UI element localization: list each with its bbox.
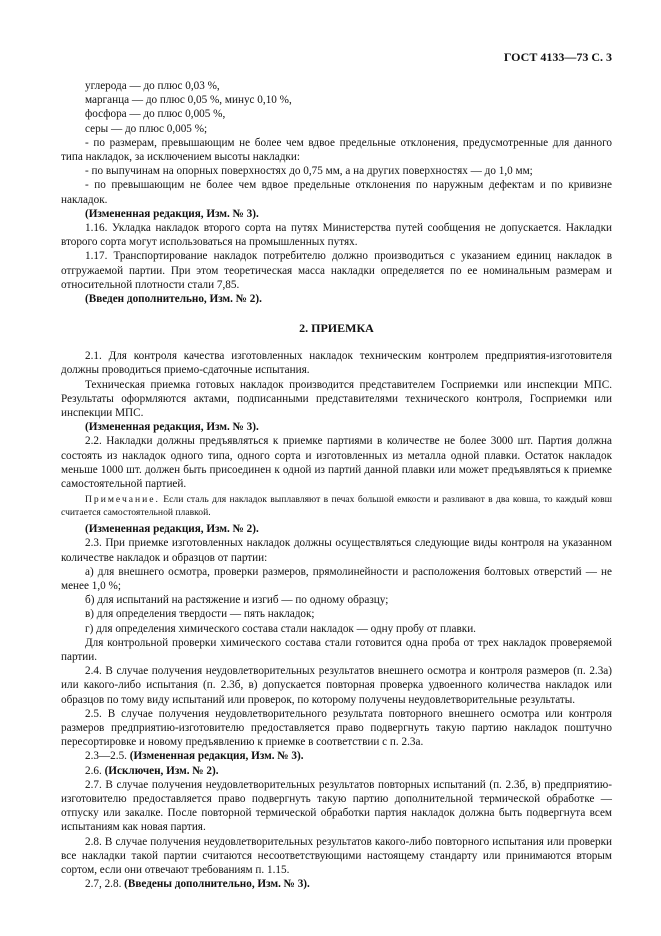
paragraph: 2.2. Накладки должны предъявляться к приемке партиями в количестве не более 3000 шт. Партия должна состоять из накладок одного типа, одного сорта и изготовленных из металла одной плавки. Остаток накладок меньше 1000 шт. должен быть присоединен к одной из партий данной плавки или может предъявляться к приемке самостоятельной партией. [61,435,612,491]
amendment-line [61,877,612,891]
paragraph: Техническая приемка готовых накладок производится представителем Госприемки или инспекции МПС. Результаты оформляются актами, подписанными представителями технического контроля, Госприемки или инспекции МПС. [61,378,612,420]
text-line: серы — до плюс 0,005 %; [85,122,208,135]
clause-number: 2.6. [85,764,105,777]
paragraph: - по выпучинам на опорных поверхностях до 0,75 мм, а на других поверхностях — до 1,0 мм; [85,165,533,178]
page-header: ГОСТ 4133—73 С. 3 [503,50,612,64]
text-line: фосфора — до плюс 0,005 %, [85,108,226,121]
clause-number: 2.3—2.5. [85,750,130,763]
paragraph: 2.7. В случае получения неудовлетворительных результатов повторных испытаний (п. 2.3б, в) предприятию-изготовителю предоставляется право подвергнуть такую партию дополнительной термической обработке — отпуску или закалке. После повторной термической обработки партия накладок должна быть подвергнута всем испытаниям как новая партия. [61,778,612,834]
section-1-continuation [61,79,612,306]
paragraph: - по размерам, превышающим не более чем вдвое предельные отклонения, предусмотренные для данного типа накладок, за исключением высоты накладки: [61,136,612,164]
note-text: Если сталь для накладок выплавляют в печах большой емкости и разливают в два ковша, то каждый ковш считается самостоятельной плавкой. [61,494,612,518]
paragraph: 2.3. При приемке изготовленных накладок должны осуществляться следующие виды контроля на указанном количестве накладок и образцов от партии: [61,537,612,564]
amendment-line [61,749,612,763]
amendment-note: (Введены дополнительно, Изм. № 3). [124,878,310,891]
section-2 [61,349,612,891]
amendment-note: (Введен дополнительно, Изм. № 2). [85,293,262,306]
paragraph: 1.17. Транспортирование накладок потребителю должно производиться с указанием единиц накладок в отгружаемой партии. При этом теоретическая масса накладки определяется по ее номинальным размерам и относительной плотности стали 7,85. [61,250,612,291]
text-line: углерода — до плюс 0,03 %, [85,80,220,92]
clause-number: 2.7, 2.8. [85,878,125,891]
amendment-note: (Измененная редакция, Изм. № 3). [85,207,259,220]
paragraph: 2.5. В случае получения неудовлетворительного результата повторного внешнего осмотра или контроля размеров предприятию-изготовителю предоставляется право подвергнуть такую партию накладок поштучно пересортировке и новому предъявлению к приемке в соответствии с п. 2.3а. [61,707,612,749]
list-item: в) для определения твердости — пять накладок; [85,608,315,621]
amendment-note: (Измененная редакция, Изм. № 2). [85,523,259,536]
amendment-note: (Измененная редакция, Изм. № 3). [85,421,259,434]
note-paragraph [61,494,612,519]
paragraph: 2.1. Для контроля качества изготовленных накладок техническим контролем предприятия-изготовителя должны проводиться приемо-сдаточные испытания. [61,350,612,377]
paragraph: 1.16. Укладка накладок второго сорта на путях Министерства путей сообщения не допускается. Накладки второго сорта могут использоваться на промышленных путях. [61,222,612,249]
list-item: б) для испытаний на растяжение и изгиб — по одному образцу; [85,594,389,607]
list-item: а) для внешнего осмотра, проверки размеров, прямолинейности и расположения болтовых отверстий — не менее 1,0 %; [61,565,612,592]
text-line: марганца — до плюс 0,05 %, минус 0,10 %, [85,94,292,107]
list-item: г) для определения химического состава стали накладок — одну пробу от плавки. [85,622,476,635]
paragraph: Для контрольной проверки химического состава стали готовится одна проба от трех накладок проверяемой партии. [61,636,612,663]
section-title: 2. ПРИЕМКА [299,321,374,336]
paragraph: 2.4. В случае получения неудовлетворительных результатов внешнего осмотра и контроля размеров (п. 2.3а) или какого-либо испытания (п. 2.3б, в) допускается повторная проверка удвоенного количества накладок или образцов по тому виду испытаний или проверок, по которому получены неудовлетворительные результаты. [61,665,612,706]
amendment-note: (Измененная редакция, Изм. № 3). [129,750,304,763]
amendment-note: (Исключен, Изм. № 2). [104,764,219,777]
paragraph: 2.8. В случае получения неудовлетворительных результатов какого-либо повторного испытания или проверки все накладки такой партии считаются несоответствующими настоящему стандарту или принимаются вторым сортом, если они отвечают требованиям п. 1.15. [61,835,612,876]
paragraph: - по превышающим не более чем вдвое предельные отклонения по наружным дефектам и по кривизне накладок. [61,179,612,206]
note-label: Примечание. [85,494,160,506]
amendment-line [61,764,612,778]
